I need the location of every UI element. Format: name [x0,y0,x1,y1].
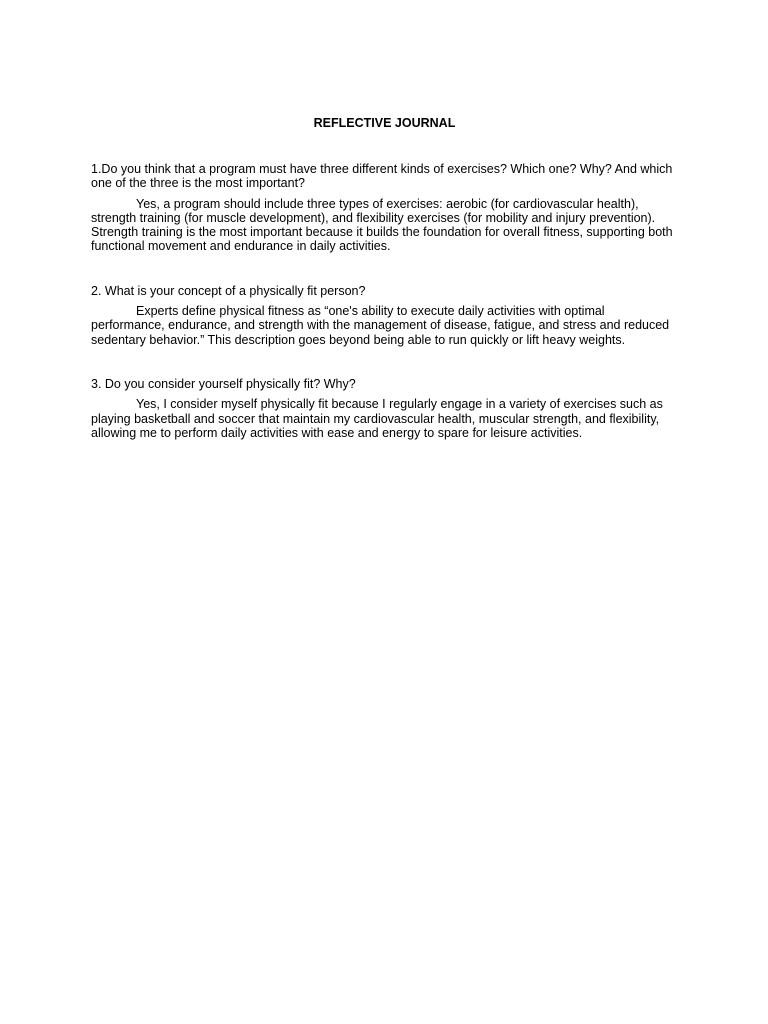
question-2: 2. What is your concept of a physically fit person? [91,283,366,298]
answer-3: Yes, I consider myself physically fit because I regularly engage in a variety of exercises such as playing basketball and soccer that maintain my cardiovascular health, muscular strength, and flexibility, allowing me to perform daily activities with ease and energy to spare for leisure activities. [91,397,663,440]
qa-item-1 [91,162,678,254]
document-title: REFLECTIVE JOURNAL [313,116,456,130]
question-3: 3. Do you consider yourself physically fit? Why? [91,376,356,391]
qa-item-3 [91,377,678,440]
qa-item-2 [91,284,678,347]
answer-2: Experts define physical fitness as “one's ability to execute daily activities with optimal performance, endurance, and strength with the management of disease, fatigue, and stress and reduced sedentary behavior.” This description goes beyond being able to run quickly or lift heavy weights. [91,304,670,347]
question-1: 1.Do you think that a program must have three different kinds of exercises? Which one? Why? And which one of the three is the most important? [91,162,673,191]
answer-1: Yes, a program should include three types of exercises: aerobic (for cardiovascular health), strength training (for muscle development), and flexibility exercises (for mobility and injury prevention). Strength training is the most important because it builds the foundation for overall fitness, supporting both functional movement and endurance in daily activities. [91,196,673,254]
